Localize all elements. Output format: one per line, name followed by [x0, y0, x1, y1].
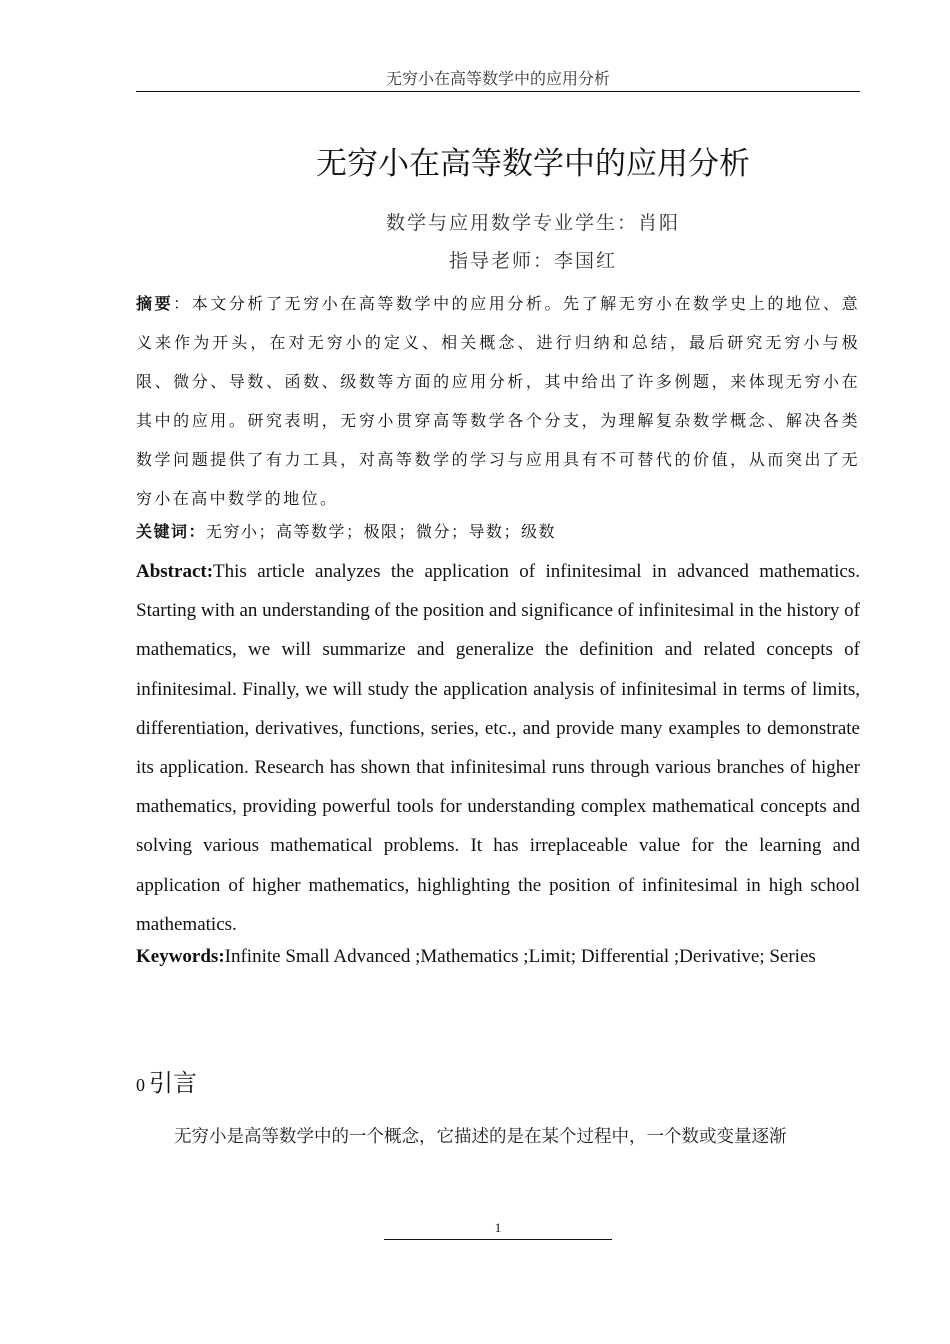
running-header: 无穷小在高等数学中的应用分析 [385, 69, 610, 88]
keywords-en-label: Keywords: [136, 946, 225, 967]
abstract-zh-label: 摘要 [136, 294, 174, 313]
section-title: 引言 [149, 1069, 197, 1097]
header-rule [136, 91, 860, 92]
keywords-zh-label: 关键词： [136, 522, 207, 541]
page-number: 1 [494, 1220, 502, 1235]
document-title: 无穷小在高等数学中的应用分析 [316, 146, 750, 182]
keywords-en [136, 942, 860, 972]
abstract-zh [136, 284, 860, 518]
body-paragraph: 无穷小是高等数学中的一个概念，它描述的是在某个过程中，一个数或变量逐渐 [174, 1127, 787, 1147]
keywords-zh-text: 无穷小；高等数学；极限；微分；导数；级数 [206, 522, 557, 541]
section-number: 0 [136, 1075, 145, 1095]
section-heading [136, 1064, 197, 1104]
advisor-line: 指导老师：李国红 [448, 250, 617, 272]
keywords-zh [136, 517, 860, 547]
abstract-zh-text: 本文分析了无穷小在高等数学中的应用分析。先了解无穷小在数学史上的地位、意义来作为开头，在对无穷小的定义、相关概念、进行归纳和总结，最后研究无穷小与极限、微分、导数、函数、级数等方面的应用分析，其中给出了许多例题，来体现无穷小在其中的应用。研究表明，无穷小贯穿高等数学各个分支，为理解复杂数学概念、解决各类数学问题提供了有力工具，对高等数学的学习与应用具有不可替代的价值，从而突出了无穷小在高中数学的地位。 [136, 294, 860, 508]
abstract-en [136, 552, 860, 944]
author-line: 数学与应用数学专业学生：肖阳 [385, 212, 680, 234]
abstract-zh-separator: ： [173, 294, 192, 313]
abstract-en-text: This article analyzes the application of infinitesimal in advanced mathematics. Starting with an understanding of the position and significance of infinitesimal in the history of mathematics, we will summarize and generalize the definition and related concepts of infinitesimal. Finally, we will study the application analysis of infinitesimal in terms of limits, differentiation, derivatives, functions, series, etc., and provide many examples to demonstrate its application. Research has shown that infinitesimal runs through various branches of higher mathematics, providing powerful tools for understanding complex mathematical concepts and solving various mathematical problems. It has irreplaceable value for the learning and application of higher mathematics, highlighting the position of infinitesimal in high school mathematics. [136, 561, 860, 935]
abstract-en-label: Abstract: [136, 561, 214, 582]
footer-rule [384, 1239, 612, 1240]
keywords-en-text: Infinite Small Advanced ;Mathematics ;Limit; Differential ;Derivative; Series [224, 946, 816, 967]
